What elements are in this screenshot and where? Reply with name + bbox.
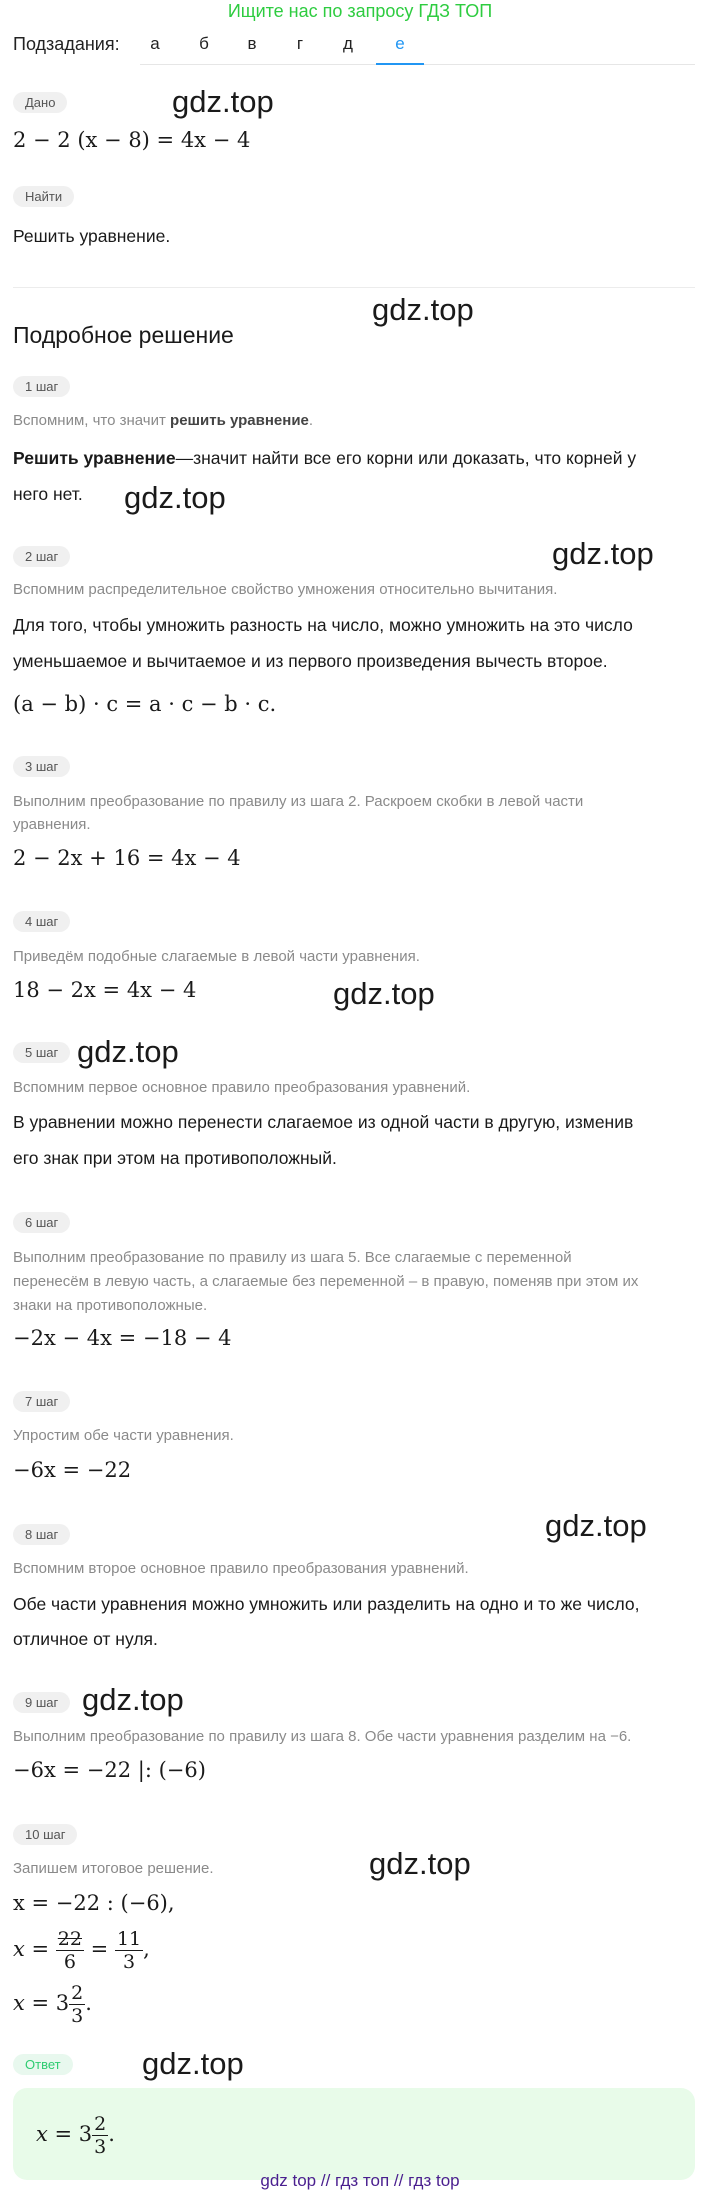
step-8-pill: 8 шаг — [13, 1524, 70, 1545]
step-5-text-line2: его знак при этом на противоположный. — [13, 1148, 337, 1168]
tab-g[interactable]: г — [296, 34, 304, 53]
watermark: gdz.top — [77, 1034, 179, 1069]
step-2-text: Для того, чтобы умножить разность на число, можно умножить на это число — [13, 615, 633, 635]
step-1-pill: 1 шаг — [13, 376, 70, 397]
step-8-text-line2: отличное от нуля. — [13, 1629, 158, 1649]
step-6-hint-line2: перенесём в левую часть, а слагаемые без переменной – в правую, поменяв при этом их — [13, 1273, 639, 1290]
watermark: gdz.top — [372, 292, 474, 327]
tab-e[interactable]: е — [395, 34, 405, 53]
answer-box — [13, 2088, 695, 2180]
watermark: gdz.top — [552, 536, 654, 571]
solution-title: Подробное решение — [13, 322, 234, 348]
step-1-hint: Вспомним, что значит решить уравнение. — [13, 412, 314, 429]
step-9-pill: 9 шаг — [13, 1692, 70, 1713]
step-8-hint: Вспомним второе основное правило преобразования уравнений. — [13, 1560, 469, 1577]
step-4-hint: Приведём подобные слагаемые в левой части уравнения. — [13, 948, 420, 965]
step-10-hint: Запишем итоговое решение. — [13, 1860, 214, 1877]
step-10-formula-2: x = $\frac{22}{6}$ = $\frac{11}{3}$ , — [13, 1928, 150, 1973]
step-5-pill: 5 шаг — [13, 1042, 70, 1063]
find-pill: Найти — [13, 186, 74, 207]
watermark: gdz.top — [333, 976, 435, 1011]
step-3-pill: 3 шаг — [13, 756, 70, 777]
footer-link-gdz-top-ru[interactable]: гдз топ — [335, 2171, 390, 2190]
step-5-hint: Вспомним первое основное правило преобразования уравнений. — [13, 1079, 471, 1096]
step-4-formula: 18 − 2x = 4x − 4 — [13, 978, 197, 1002]
step-10-formula-3: x = 3 $\frac{2}{3}$ . — [13, 1982, 92, 2027]
step-4-pill: 4 шаг — [13, 911, 70, 932]
watermark: gdz.top — [369, 1846, 471, 1881]
watermark: gdz.top — [82, 1682, 184, 1717]
tab-d[interactable]: д — [343, 34, 353, 53]
footer-link-gdz-top[interactable]: gdz top — [260, 2171, 317, 2190]
watermark: gdz.top — [172, 84, 274, 119]
tab-a[interactable]: а — [150, 34, 160, 53]
step-1-text-line2: него нет. — [13, 484, 83, 504]
step-3-formula: 2 − 2x + 16 = 4x − 4 — [13, 846, 241, 870]
step-9-hint: Выполним преобразование по правилу из шага 8. Обе части уравнения разделим на −6. — [13, 1728, 632, 1745]
given-equation: 2 − 2 (x − 8) = 4x − 4 — [13, 128, 251, 152]
step-7-hint: Упростим обе части уравнения. — [13, 1427, 234, 1444]
step-2-hint: Вспомним распределительное свойство умножения относительно вычитания. — [13, 581, 558, 598]
step-6-pill: 6 шаг — [13, 1212, 70, 1233]
step-2-formula: (a − b) · c = a · c − b · c. — [13, 692, 277, 716]
active-tab-indicator — [376, 63, 424, 65]
footer-links — [0, 2171, 720, 2191]
step-7-pill: 7 шаг — [13, 1391, 70, 1412]
watermark: gdz.top — [545, 1508, 647, 1543]
tab-b[interactable]: б — [199, 34, 209, 53]
step-6-hint-line3: знаки на противоположные. — [13, 1297, 208, 1314]
step-10-pill: 10 шаг — [13, 1824, 77, 1845]
section-divider — [13, 287, 695, 288]
step-9-formula: −6x = −22 |: (−6) — [13, 1758, 206, 1782]
answer-formula: x = 3 $\frac{2}{3}$ . — [36, 2113, 115, 2158]
watermark: gdz.top — [142, 2046, 244, 2081]
step-2-text-line2: уменьшаемое и вычитаемое и из первого произведения вычесть второе. — [13, 651, 608, 671]
answer-pill: Ответ — [13, 2054, 73, 2075]
step-2-pill: 2 шаг — [13, 546, 70, 567]
subtasks-label: Подзадания: — [13, 34, 120, 54]
step-3-hint-line2: уравнения. — [13, 816, 91, 833]
step-8-text: Обе части уравнения можно умножить или разделить на одно и то же число, — [13, 1594, 640, 1614]
step-3-hint: Выполним преобразование по правилу из шага 2. Раскроем скобки в левой части — [13, 793, 584, 810]
step-7-formula: −6x = −22 — [13, 1458, 132, 1482]
step-10-formula-1: x = −22 : (−6), — [13, 1891, 175, 1915]
step-5-text: В уравнении можно перенести слагаемое из одной части в другую, изменив — [13, 1112, 634, 1132]
footer-separator: // — [320, 2171, 331, 2190]
footer-separator: // — [393, 2171, 404, 2190]
step-6-hint: Выполним преобразование по правилу из шага 5. Все слагаемые с переменной — [13, 1249, 572, 1266]
step-6-formula: −2x − 4x = −18 − 4 — [13, 1326, 232, 1350]
footer-link-gdz-top-mixed[interactable]: гдз top — [408, 2171, 460, 2190]
search-banner: Ищите нас по запросу ГДЗ ТОП — [227, 1, 493, 21]
tab-v[interactable]: в — [247, 34, 257, 53]
watermark: gdz.top — [124, 480, 226, 515]
given-pill: Дано — [13, 92, 67, 113]
step-1-text: Решить уравнение—значит найти все его корни или доказать, что корней у — [13, 448, 637, 468]
find-text: Решить уравнение. — [13, 226, 171, 246]
